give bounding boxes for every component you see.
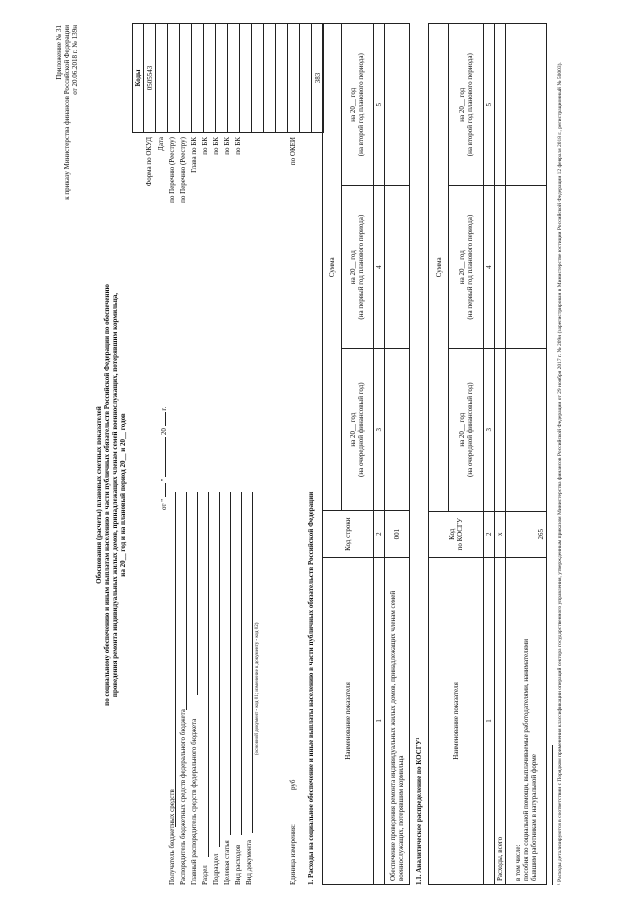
unit-label: Единица измерения: [289,824,297,885]
codes-header: Коды [133,24,144,133]
okud-label: Форма по ОКУД [145,137,153,187]
field-razdel: Раздел [201,865,209,885]
footnote: ¹ Расходы детализируются в соответствии с Порядком применения классификации операций сектора государственного управления, утвержденным приказом Министерства финансов Российской Федерации от 29 ноября 2017 г. № 209н (зарегистрирован в Министерстве юстиции Российской Федерации 12 февраля 2018 г., регистрационный № 50003). [557,62,563,885]
field-rasporyaditel: Распорядитель бюджетных средств федерального бюджета [179,709,187,885]
perechen-label-2: по Перечню (Реестру) [179,137,187,203]
annex-order: к приказу Министерства финансов Российской Федерации [63,25,72,200]
field-vid-dokumenta: Вид документа [245,839,253,885]
section-1-1-title: 1.1. Аналитическое распределение по КОСГУ¹ [415,737,423,885]
annex-date: от 20.06.2018 г. № 139н [71,25,80,95]
annex-number: Приложение № 31 [55,25,63,80]
codes-table [132,23,324,133]
field-podrazdel: Подраздел [212,853,220,885]
glava-label: Глава по БК [190,137,198,173]
unit-value: руб [289,779,297,790]
okei-label: по ОКЕИ [289,137,297,166]
field-line [175,492,176,827]
date-line: от " " 20 г. [160,406,168,510]
col-year-2: на 20__ год (на первый год планового периода) [341,186,373,348]
perechen-label-1: по Перечню (Реестру) [168,137,176,203]
section-1-table: Наименование показателя Код строки Сумма на 20__ год (на очередной финансовый год) на 20__ год (на первый год планового периода) на 20__ год (на второй год планового периода) 1 2 3 4 5 Обеспечение проведения ремонта индивидуальных жилых домов, принадлежащих членам семей военнослужащих, потерявшим кормильца 001 [322,23,410,885]
col-summa-header: Сумма [323,24,342,512]
field-glavny: Главный распорядитель средств федерального бюджета [190,718,198,885]
table-row-total: Расходы, всего [495,557,506,884]
bk-label-1: по БК [201,137,209,155]
table-row-benefits: в том числе: пособия по социальной помощи, выплачиваемые работодателями, нанимателями бывшим работникам в натуральной форме [506,557,547,884]
bk-label-3: по БК [223,137,231,155]
field-poluchatel: Получатель бюджетных средств [168,789,176,885]
document-title: Обоснования (расчеты) плановых сметных показателей по социальному обеспечению и иным выплатам населению в части публичных обязательств Российской Федерации по обеспечению проведения ремонта индивидуальных жилых домов, принадлежащих членам семей военнослужащих, потерявшим кормильца, на 20__ год и на плановый период 20__ и 20__ годов [95,284,128,706]
col-name-header: Наименование показателя [323,557,374,884]
col-code-header: Код строки [323,511,374,557]
section-1-1-table: Наименование показателя Код по КОСГУ Сумма на 20__ год (на очередной финансовый год) на 20__ год (на первый год планового периода) на 20__ год (на второй год планового периода) 1 2 3 4 5 Расходы, всего х в том числе: пособия по социальной помощи, выплачиваемые работодателями, нанимателями бывшим работникам в натуральной форме 265 [428,23,547,885]
table-row: Обеспечение проведения ремонта индивидуальных жилых домов, принадлежащих членам семей военнослужащих, потерявшим кормильца [385,557,410,884]
bk-label-2: по БК [212,137,220,155]
okei-code: 383 [312,24,324,133]
annex-block [55,25,79,285]
okud-code: 0505543 [144,24,156,133]
bk-label-4: по БК [234,137,242,155]
section-1-title: 1. Расходы на социальное обеспечение и иные выплаты населению в части публичных обязательств Российской Федерации [307,491,315,885]
col-year-1: на 20__ год (на очередной финансовый год) [341,348,373,511]
field-hint: (основной документ - код 01; изменение к документу - код 02) [255,622,260,755]
field-vid-rashodov: Вид расходов [234,844,242,885]
field-celevaya: Целевая статья [223,840,231,885]
col-year-3: на 20__ год (на второй год планового периода) [341,24,373,186]
date-label: Дата [157,137,165,151]
